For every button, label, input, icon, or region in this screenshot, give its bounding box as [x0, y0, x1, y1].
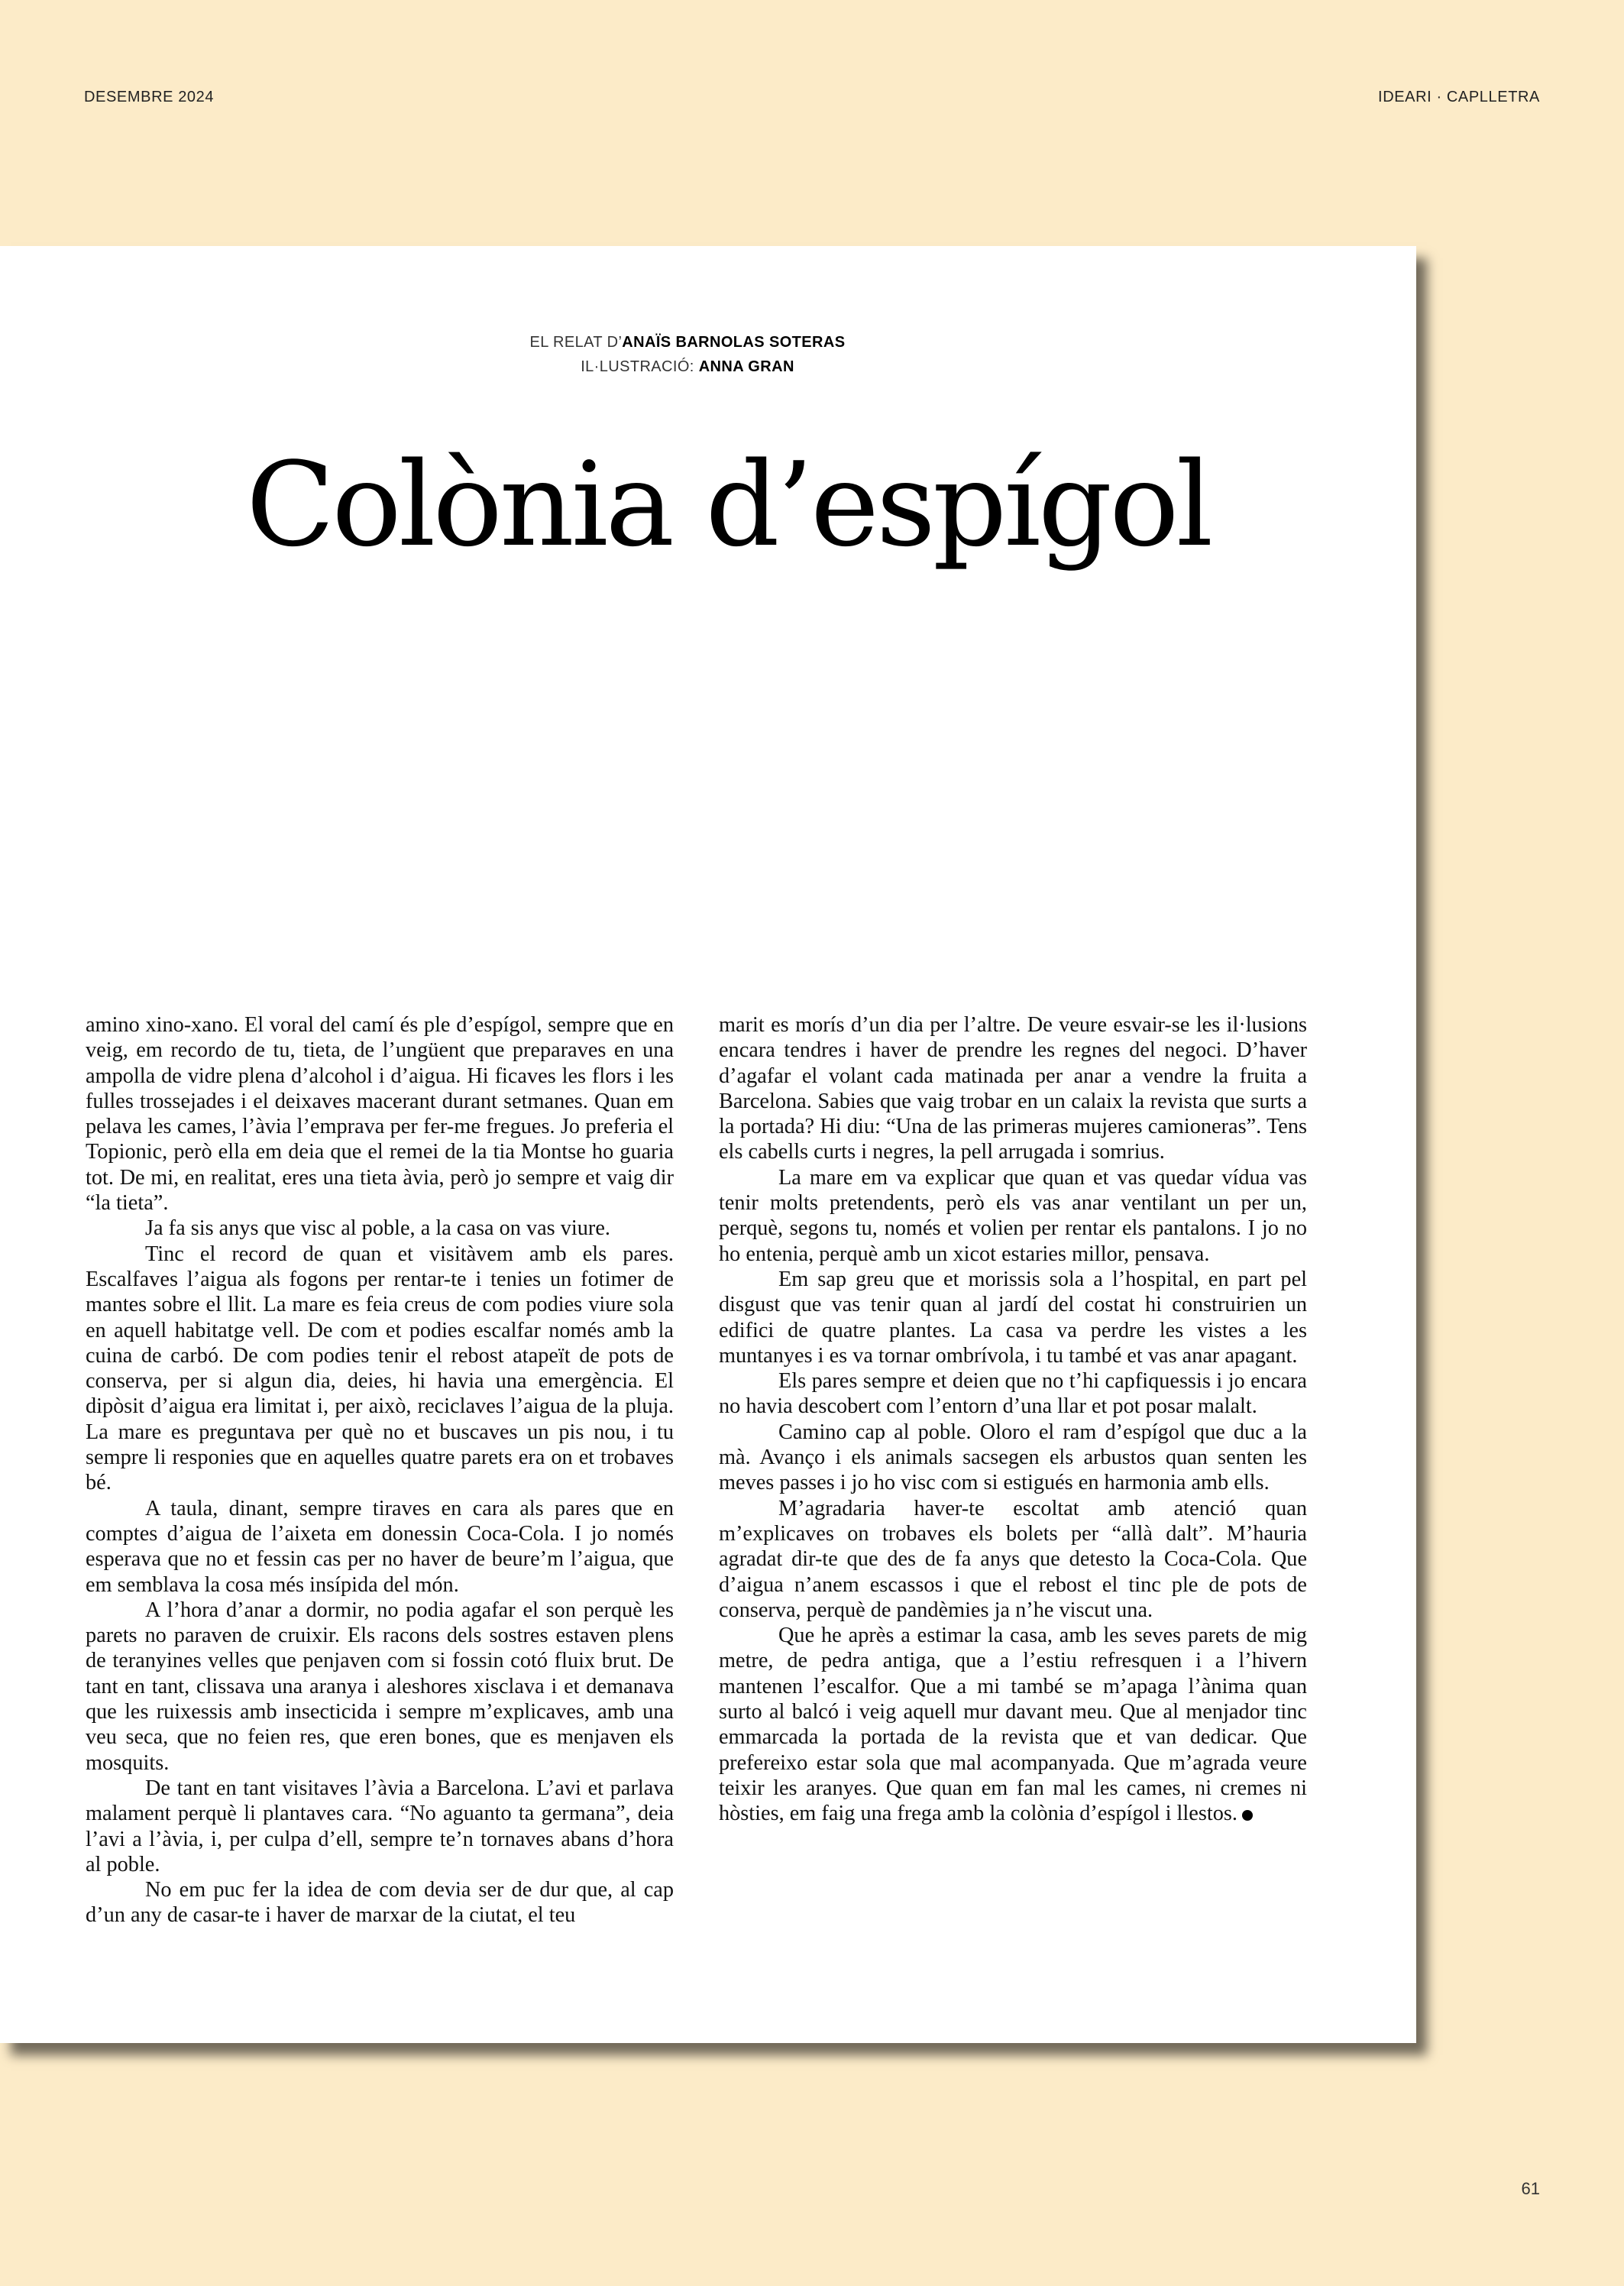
paragraph: Ja fa sis anys que visc al poble, a la casa on vas viure. [145, 1216, 610, 1241]
author-name: ANAÏS BARNOLAS SOTERAS [622, 334, 846, 351]
last-paragraph-text: Que he après a estimar la casa, amb les seves parets de mig metre, de pedra antiga, que a l’estiu refresquen i a l’hivern mantenen l’escalfor. Que a mi també se m’apaga l’ànima quan surto al balcó i veig aquell mur davant meu. Que al menjador tinc emmarcada la portada de la revista que et van dedicar. Que prefereixo estar sola que mal acompanyada. Que m’agrada veure teixir les aranyes. Que quan em fan mal les cames, ni cremes ni hòsties, em faig una frega amb la colònia d’espígol i llestos. [719, 1624, 1307, 1826]
article-title: Colònia d’espígol [246, 437, 1211, 572]
paragraph: No em puc fer la idea de com devia ser de dur que, al cap d’un any de casar-te i haver de marxar de la ciutat, el teu [86, 1878, 674, 1928]
paragraph: marit es morís d’un dia per l’altre. De veure esvair-se les il·lusions encara tendres i haver de prendre les regnes del negoci. D’haver d’agafar el volant cada matinada per anar a vendre la fruita a Barcelona. Sabies que vaig trobar en un calaix la revista que surts a la portada? Hi diu: “Una de las primeras mujeres camioneras”. Tens els cabells curts i negres, la pell arrugada i somrius. [719, 1013, 1307, 1164]
credits [0, 330, 1375, 379]
running-head-left: DESEMBRE 2024 [84, 89, 215, 105]
paragraph: Em sap greu que et morissis sola a l’hospital, en part pel disgust que vas tenir quan al jardí del costat hi construirien un edifici de quatre plantes. La casa va perdre les vistes a les muntanyes i es va tornar ombrívola, i tu també et vas anar apagant. [719, 1267, 1307, 1368]
author-credit [0, 330, 1375, 355]
paragraph: Tinc el record de quan et visitàvem amb els pares. Escalfaves l’aigua als fogons per rentar-te i tenies un fotimer de mantes sobre el llit. La mare es feia creus de com podies viure sola en aquell habitatge vell. De com et podies escalfar només amb la cuina de carbó. De com podies tenir el rebost atapeït de pots de conserva, per si algun dia, deies, hi havia una emergència. El dipòsit d’aigua era limitat i, per això, reciclaves l’aigua de la pluja. La mare es preguntava per què no et buscaves un pis nou, i tu sempre li responies que en aquelles quatre parets era on et trobaves bé. [86, 1242, 674, 1495]
text-column-left [86, 1012, 674, 1928]
paragraph: Camino cap al poble. Oloro el ram d’espígol que duc a la mà. Avanço i els animals sacsegen els arbustos quan senten les meves passes i jo ho visc com si estigués en harmonia amb ells. [719, 1420, 1307, 1495]
paragraph: A l’hora d’anar a dormir, no podia agafar el son perquè les parets no paraven de cruixir. Els racons dels sostres estaven plens de teranyines velles que penjaven com si fossin cotó fluix brut. De tant en tant, clissava una aranya i aleshores xisclava i et demanava que les ruixessis amb insecticida i sempre m’explicaves, amb una veu seca, que no feien res, que eren bones, que es menjaven els mosquits. [86, 1598, 674, 1775]
illustrator-credit-prefix: IL·LUSTRACIÓ: [581, 358, 699, 375]
paragraph: La mare em va explicar que quan et vas quedar vídua vas tenir molts pretendents, però els vas anar ventilant un per un, perquè, segons tu, només et volien per rentar els pantalons. I jo no ho entenia, perquè amb un xicot estaries millor, pensava. [719, 1165, 1307, 1266]
end-of-article-bullet-icon [1242, 1810, 1253, 1821]
paragraph: amino xino-xano. El voral del camí és ple d’espígol, sempre que en veig, em recordo de tu, tieta, de l’ungüent que preparaves en una ampolla de vidre plena d’alcohol i d’aigua. Hi ficaves les flors i les fulles trossejades i el deixaves macerant durant setmanes. Quan em pelava les cames, l’àvia l’emprava per fer-me fregues. Jo preferia el Topionic, però ella em deia que el remei de la tia Montse ho guaria tot. De mi, en realitat, eres una tieta àvia, però jo sempre et vaig dir “la tieta”. [86, 1013, 674, 1216]
author-credit-prefix: EL RELAT D’ [529, 334, 623, 351]
paragraph: Els pares sempre et deien que no t’hi capfiquessis i jo encara no havia descobert com l’entorn d’una llar et pot posar malalt. [719, 1369, 1307, 1419]
illustrator-name: ANNA GRAN [698, 358, 794, 375]
paragraph: A taula, dinant, sempre tiraves en cara als pares que en comptes d’aigua de l’aixeta em donessin Coca-Cola. I jo només esperava que no et fessin cas per no haver de beure’m l’aigua, que em semblava la cosa més insípida del món. [86, 1496, 674, 1597]
illustrator-credit [0, 355, 1375, 379]
paragraph-last [719, 1623, 1307, 1826]
paragraph: De tant en tant visitaves l’àvia a Barcelona. L’avi et parlava malament perquè li plantaves cara. “No aguanto ta germana”, deia l’avi a l’àvia, i, per culpa d’ell, sempre te’n tornaves abans d’hora al poble. [86, 1776, 674, 1876]
text-column-right [719, 1012, 1307, 1827]
article-sheet [0, 246, 1416, 2043]
page-number: 61 [1521, 2179, 1540, 2198]
paragraph: M’agradaria haver-te escoltat amb atenció quan m’explicaves on trobaves els bolets per “allà dalt”. M’hauria agradat dir-te que des de fa anys que detesto la Coca-Cola. Que d’aigua n’anem escassos i que el rebost el tinc ple de pots de conserva, perquè de pandèmies ja n’he viscut una. [719, 1496, 1307, 1622]
running-head-right: IDEARI · CAPLLETRA [1378, 89, 1540, 105]
